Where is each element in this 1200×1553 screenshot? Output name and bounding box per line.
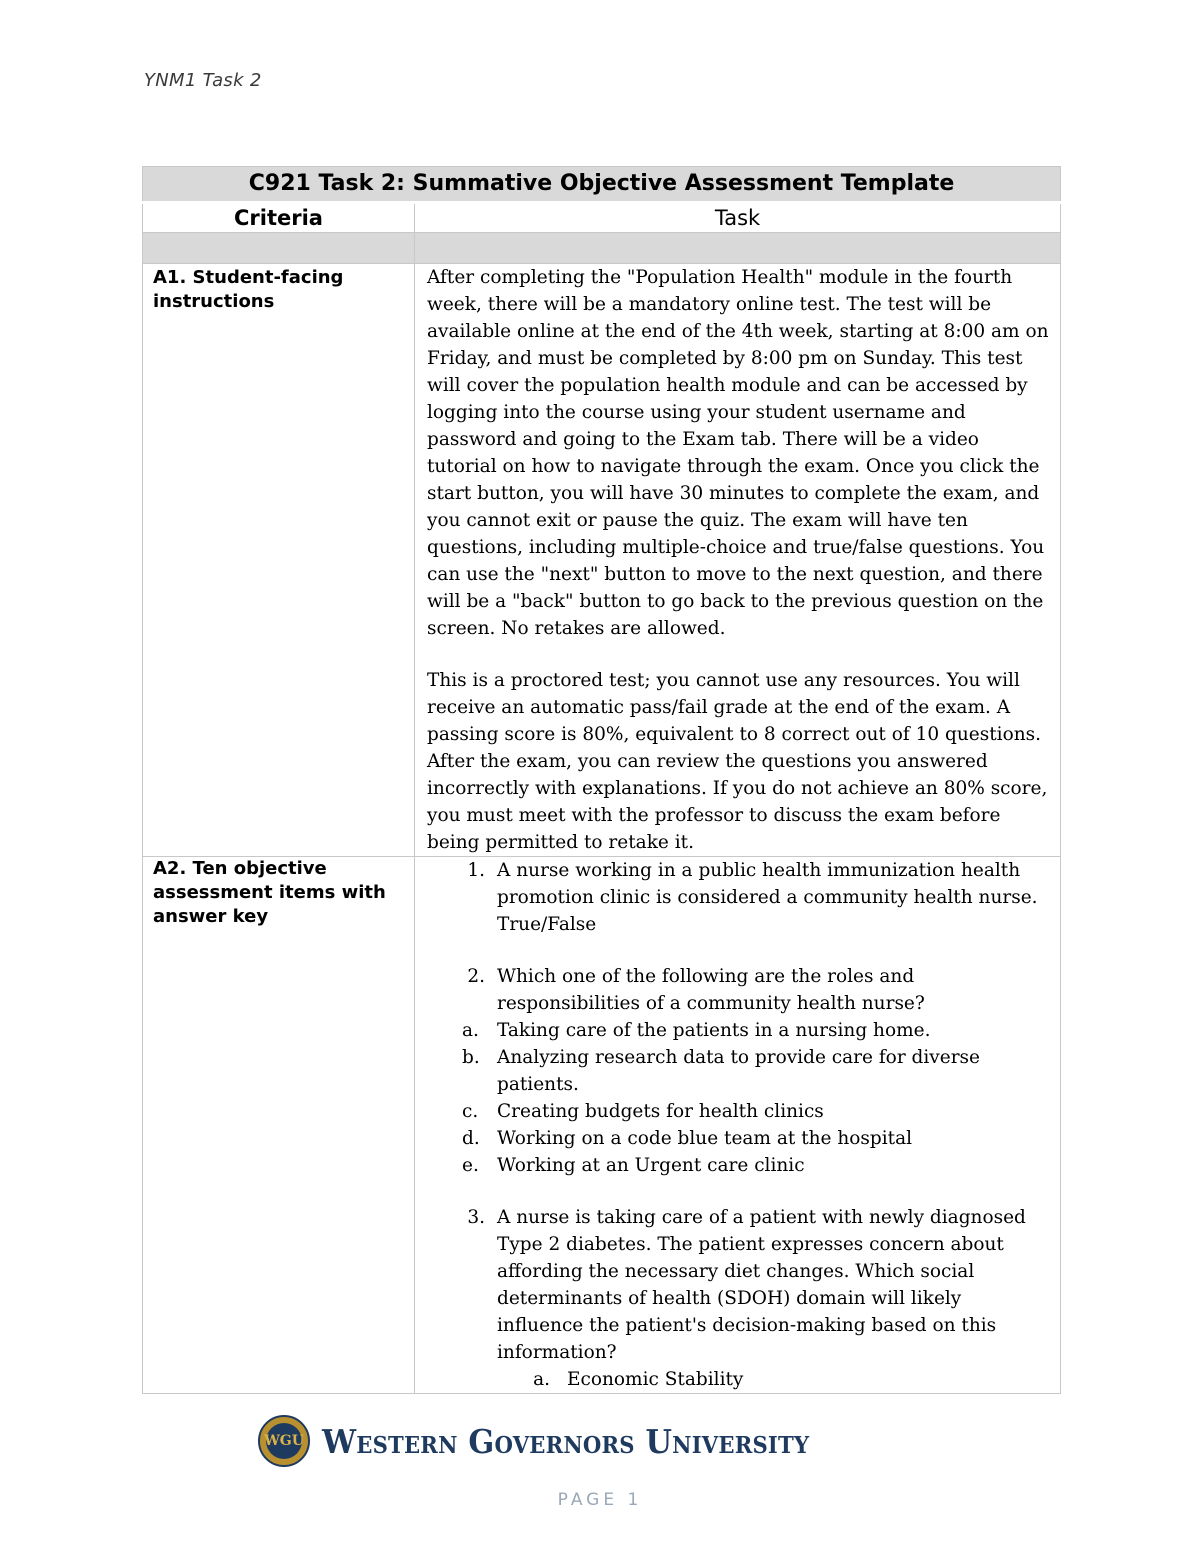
- option-letter: c.: [462, 1101, 479, 1122]
- table-row-a2: [143, 857, 1061, 1394]
- page-number: PAGE 1: [557, 1490, 643, 1510]
- option-letter: e.: [462, 1155, 479, 1176]
- option-text: Creating budgets for health clinics: [497, 1101, 824, 1122]
- shaded-spacer-row: [143, 233, 1061, 264]
- option-letter: b.: [462, 1047, 480, 1068]
- question-item: [427, 1204, 1050, 1366]
- question-number: 3.: [467, 1207, 485, 1228]
- option-letter: a.: [462, 1020, 479, 1041]
- option-text: Working at an Urgent care clinic: [497, 1155, 805, 1176]
- option-text: Working on a code blue team at the hospital: [497, 1128, 913, 1149]
- instructions-paragraph: This is a proctored test; you cannot use any resources. You will receive an automatic pass/fail grade at the end of the exam. A passing score is 80%, equivalent to 8 correct out of 10 questions. After the exam, you can review the questions you answered incorrectly with explanations. If you do not achieve an 80% score, you must meet with the professor to discuss the exam before being permitted to retake it.: [427, 670, 1048, 853]
- option-text: Economic Stability: [567, 1369, 744, 1390]
- table-title: C921 Task 2: Summative Objective Assessment Template: [143, 167, 1061, 203]
- question-item: [427, 963, 1050, 1017]
- option-letter: a.: [533, 1369, 550, 1390]
- answer-option: [427, 1017, 1050, 1044]
- question-number: 1.: [467, 860, 485, 881]
- instructions-paragraph: After completing the "Population Health" module in the fourth week, there will be a mandatory online test. The test will be available online at the end of the 4th week, starting at 8:00 am on Friday, and must be completed by 8:00 pm on Sunday. This test will cover the population health module and can be accessed by logging into the course using your student username and password and going to the Exam tab. There will be a video tutorial on how to navigate through the exam. Once you click the start button, you will have 30 minutes to complete the exam, and you cannot exit or pause the quiz. The exam will have ten questions, including multiple-choice and true/false questions. You can use the "next" button to move to the next question, and there will be a "back" button to go back to the previous question on the screen. No retakes are allowed.: [427, 267, 1049, 639]
- answer-option: [427, 1098, 1050, 1125]
- question-text: Which one of the following are the roles and responsibilities of a community health nurse?: [497, 966, 925, 1014]
- answer-option: [427, 1044, 1050, 1098]
- university-logo: [258, 1413, 852, 1469]
- column-header-task: Task: [415, 203, 1061, 233]
- question-text: A nurse is taking care of a patient with newly diagnosed Type 2 diabetes. The patient expresses concern about affording the necessary diet changes. Which social determinants of health (SDOH) domain will likely influence the patient's decision-making based on this information?: [497, 1207, 1026, 1363]
- option-text: Analyzing research data to provide care for diverse patients.: [497, 1047, 980, 1095]
- seal-monogram: WGU: [266, 1423, 302, 1459]
- question-item: [427, 857, 1050, 938]
- answer-option: [427, 1366, 1050, 1393]
- question-text: A nurse working in a public health immunization health promotion clinic is considered a community health nurse. True/False: [497, 860, 1038, 935]
- task-content: [415, 264, 1061, 857]
- task-content: [415, 857, 1061, 1394]
- option-text: Taking care of the patients in a nursing home.: [497, 1020, 931, 1041]
- criteria-label: A2. Ten objective assessment items with answer key: [143, 857, 415, 1394]
- assessment-template-table: [142, 166, 1061, 1394]
- university-seal-icon: [258, 1415, 310, 1467]
- option-letter: d.: [462, 1128, 480, 1149]
- university-wordmark: Western Governors University: [322, 1421, 810, 1461]
- question-number: 2.: [467, 966, 485, 987]
- table-row-a1: [143, 264, 1061, 857]
- criteria-label: A1. Student-facing instructions: [143, 264, 415, 857]
- answer-option: [427, 1125, 1050, 1152]
- answer-option: [427, 1152, 1050, 1179]
- running-header: YNM1 Task 2: [144, 70, 262, 91]
- column-header-criteria: Criteria: [143, 203, 415, 233]
